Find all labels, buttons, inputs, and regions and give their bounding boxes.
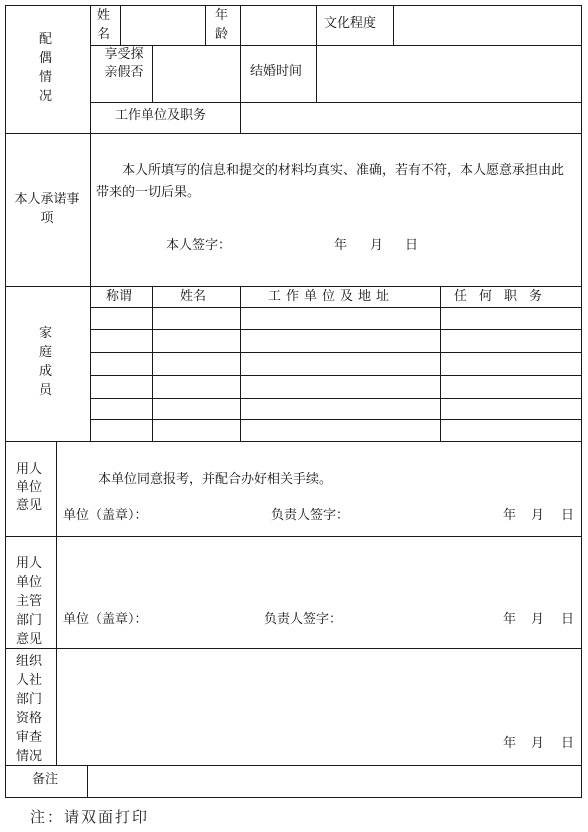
remarks-label: 备注	[32, 772, 59, 787]
authority-responsible-label: 负责人签字：	[264, 612, 343, 627]
border-left	[5, 5, 6, 798]
divider	[5, 133, 581, 134]
education-label: 文化程度	[324, 16, 377, 31]
pledge-section-label: 本人承诺事项	[14, 192, 80, 226]
visit-leave-label: 享受探亲假否	[104, 47, 144, 80]
divider	[5, 286, 581, 287]
col-relation: 称谓	[106, 289, 133, 304]
pledge-day: 日	[405, 238, 419, 253]
spouse-section-label: 配偶情况	[38, 32, 52, 104]
name-label: 姓名	[96, 8, 110, 42]
border-bottom	[5, 797, 581, 798]
review-month: 月	[531, 736, 545, 751]
divider	[5, 648, 581, 649]
col-workplace-address: 工作单位及地址	[268, 289, 395, 304]
divider	[205, 5, 206, 45]
divider	[5, 536, 581, 537]
review-year: 年	[503, 736, 517, 751]
employer-month: 月	[531, 508, 545, 523]
col-position: 任何职务	[454, 289, 555, 304]
table-row[interactable]	[91, 353, 581, 375]
employer-section-label: 用人单位意见	[15, 462, 42, 513]
employer-responsible-label: 负责人签字：	[271, 508, 350, 523]
employer-day: 日	[561, 508, 575, 523]
table-row[interactable]	[91, 420, 581, 441]
review-day: 日	[561, 736, 575, 751]
authority-unit-label: 单位（盖章）：	[63, 612, 148, 627]
family-section-label: 家庭成员	[38, 326, 52, 398]
signature-label: 本人签字：	[166, 238, 232, 253]
review-section-label: 组织人社部门资格审查情况	[15, 654, 42, 764]
pledge-text: 本人所填写的信息和提交的材料均真实、准确，若有不符，本人愿意承担由此带来的一切后果。	[96, 163, 565, 200]
marriage-time-label: 结婚时间	[250, 64, 303, 79]
border-right	[581, 5, 582, 798]
remarks-field[interactable]	[88, 766, 581, 797]
pledge-year: 年	[334, 238, 348, 253]
workplace-field[interactable]	[241, 103, 581, 133]
authority-month: 月	[531, 612, 545, 627]
name-field[interactable]	[121, 6, 205, 45]
divider	[5, 441, 581, 442]
education-field[interactable]	[394, 6, 581, 45]
age-label: 年龄	[214, 8, 228, 42]
table-row[interactable]	[91, 330, 581, 352]
workplace-label: 工作单位及职务	[115, 108, 207, 123]
authority-day: 日	[561, 612, 575, 627]
col-name: 姓名	[180, 289, 207, 304]
footer-note: 注：请双面打印	[30, 808, 150, 826]
divider	[56, 441, 57, 765]
employer-unit-label: 单位（盖章）：	[63, 508, 148, 523]
marriage-time-field[interactable]	[317, 46, 581, 102]
signature-field[interactable]	[234, 236, 328, 256]
employer-year: 年	[503, 508, 517, 523]
table-row[interactable]	[91, 308, 581, 329]
table-row[interactable]	[91, 399, 581, 419]
table-row[interactable]	[91, 376, 581, 398]
visit-leave-field[interactable]	[153, 46, 240, 102]
age-field[interactable]	[241, 6, 316, 45]
authority-section-label: 用人单位主管部门意见	[15, 556, 42, 647]
employer-opinion-text: 本单位同意报考，并配合办好相关手续。	[98, 472, 333, 487]
pledge-month: 月	[370, 238, 384, 253]
authority-year: 年	[503, 612, 517, 627]
